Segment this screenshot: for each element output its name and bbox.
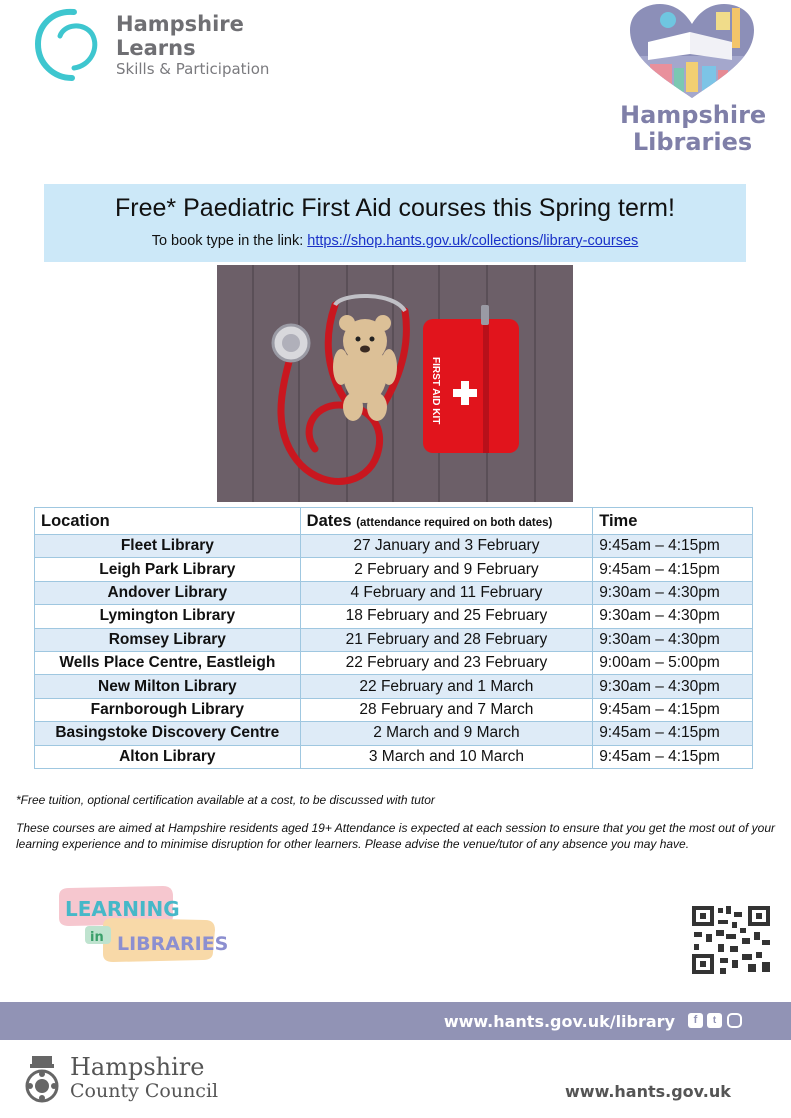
table-row	[35, 558, 753, 581]
cell-time: 9:45am – 4:15pm	[593, 745, 753, 768]
tuition-note: *Free tuition, optional certification available at a cost, to be discussed with tutor	[16, 793, 435, 807]
cell-location: Romsey Library	[35, 628, 301, 651]
qr-code[interactable]	[690, 904, 772, 976]
instagram-icon[interactable]	[727, 1013, 742, 1028]
council-name: Hampshire	[70, 1053, 205, 1081]
cell-time: 9:45am – 4:15pm	[593, 722, 753, 745]
cell-dates: 4 February and 11 February	[300, 581, 593, 604]
kit-label: FIRST AID KIT	[430, 357, 441, 425]
course-banner	[44, 184, 746, 262]
header-dates-note: (attendance required on both dates)	[356, 516, 553, 529]
cell-dates: 2 March and 9 March	[300, 722, 593, 745]
libraries-line1: Hampshire	[620, 101, 767, 129]
cell-dates: 22 February and 1 March	[300, 675, 593, 698]
cell-dates: 2 February and 9 February	[300, 558, 593, 581]
learning-in-libraries-badge	[55, 886, 229, 966]
cell-dates: 18 February and 25 February	[300, 605, 593, 628]
qr-code-icon	[690, 904, 772, 976]
cell-dates: 22 February and 23 February	[300, 651, 593, 674]
cell-location: Lymington Library	[35, 605, 301, 628]
table-row	[35, 628, 753, 651]
council-crest-icon	[22, 1054, 62, 1106]
booking-instructions	[44, 233, 746, 249]
cell-location: Andover Library	[35, 581, 301, 604]
cell-location: Basingstoke Discovery Centre	[35, 722, 301, 745]
cell-time: 9:45am – 4:15pm	[593, 558, 753, 581]
twitter-icon[interactable]: t	[707, 1013, 722, 1028]
table-header-row	[35, 508, 753, 535]
table-row	[35, 581, 753, 604]
council-subtitle: County Council	[70, 1080, 219, 1102]
cell-dates: 3 March and 10 March	[300, 745, 593, 768]
word-in: in	[90, 930, 104, 945]
table-row	[35, 675, 753, 698]
hampshire-learns-subtitle: Skills & Participation	[116, 60, 270, 78]
cell-location: Farnborough Library	[35, 698, 301, 721]
table-row	[35, 605, 753, 628]
cell-time: 9:30am – 4:30pm	[593, 675, 753, 698]
logo-line2: Learns	[116, 36, 196, 60]
booking-prefix: To book type in the link:	[151, 233, 308, 249]
attendance-note: These courses are aimed at Hampshire residents aged 19+ Attendance is expected at each session to ensure that you get the most out of your learning experience and to minimise disruption for other learners. Please advise the venue/tutor of any absence you may have.	[16, 821, 775, 851]
cell-dates: 27 January and 3 February	[300, 535, 593, 558]
table-row	[35, 698, 753, 721]
stethoscope-teddy-kit-image	[217, 265, 573, 502]
page-title: Free* Paediatric First Aid courses this Spring term!	[115, 194, 675, 222]
word-libraries: LIBRARIES	[117, 933, 229, 955]
cell-dates: 28 February and 7 March	[300, 698, 593, 721]
header-dates-label: Dates	[306, 511, 352, 530]
cell-time: 9:45am – 4:15pm	[593, 698, 753, 721]
table-row	[35, 535, 753, 558]
table-row	[35, 745, 753, 768]
cell-location: Fleet Library	[35, 535, 301, 558]
swirl-icon	[34, 6, 104, 82]
cell-location: New Milton Library	[35, 675, 301, 698]
library-website-link[interactable]: www.hants.gov.uk/library	[443, 1012, 675, 1031]
cell-time: 9:30am – 4:30pm	[593, 605, 753, 628]
cell-time: 9:30am – 4:30pm	[593, 581, 753, 604]
cell-location: Leigh Park Library	[35, 558, 301, 581]
header-dates	[300, 508, 593, 535]
hampshire-learns-title	[116, 12, 244, 60]
cell-dates: 21 February and 28 February	[300, 628, 593, 651]
course-schedule-table	[34, 507, 753, 769]
cell-location: Wells Place Centre, Eastleigh	[35, 651, 301, 674]
word-learning: LEARNING	[65, 897, 180, 921]
header-time: Time	[593, 508, 753, 535]
hampshire-libraries-wordmark	[620, 102, 765, 156]
cell-time: 9:45am – 4:15pm	[593, 535, 753, 558]
libraries-line2: Libraries	[632, 128, 753, 156]
first-aid-photo	[217, 265, 573, 502]
hampshire-libraries-logo	[620, 2, 765, 162]
hampshire-learns-logo	[34, 6, 294, 86]
cell-location: Alton Library	[35, 745, 301, 768]
footer-bar	[0, 1002, 791, 1040]
table-row	[35, 722, 753, 745]
facebook-icon[interactable]: f	[688, 1013, 703, 1028]
cell-time: 9:00am – 5:00pm	[593, 651, 753, 674]
table-row	[35, 651, 753, 674]
hampshire-county-council-logo	[22, 1050, 282, 1110]
header-location: Location	[35, 508, 301, 535]
council-website-link[interactable]: www.hants.gov.uk	[565, 1082, 731, 1101]
learning-in-libraries-logo	[55, 886, 229, 966]
cell-time: 9:30am – 4:30pm	[593, 628, 753, 651]
heart-books-icon	[620, 2, 765, 100]
logo-line1: Hampshire	[116, 12, 244, 36]
booking-link[interactable]: https://shop.hants.gov.uk/collections/library-courses	[307, 233, 639, 249]
